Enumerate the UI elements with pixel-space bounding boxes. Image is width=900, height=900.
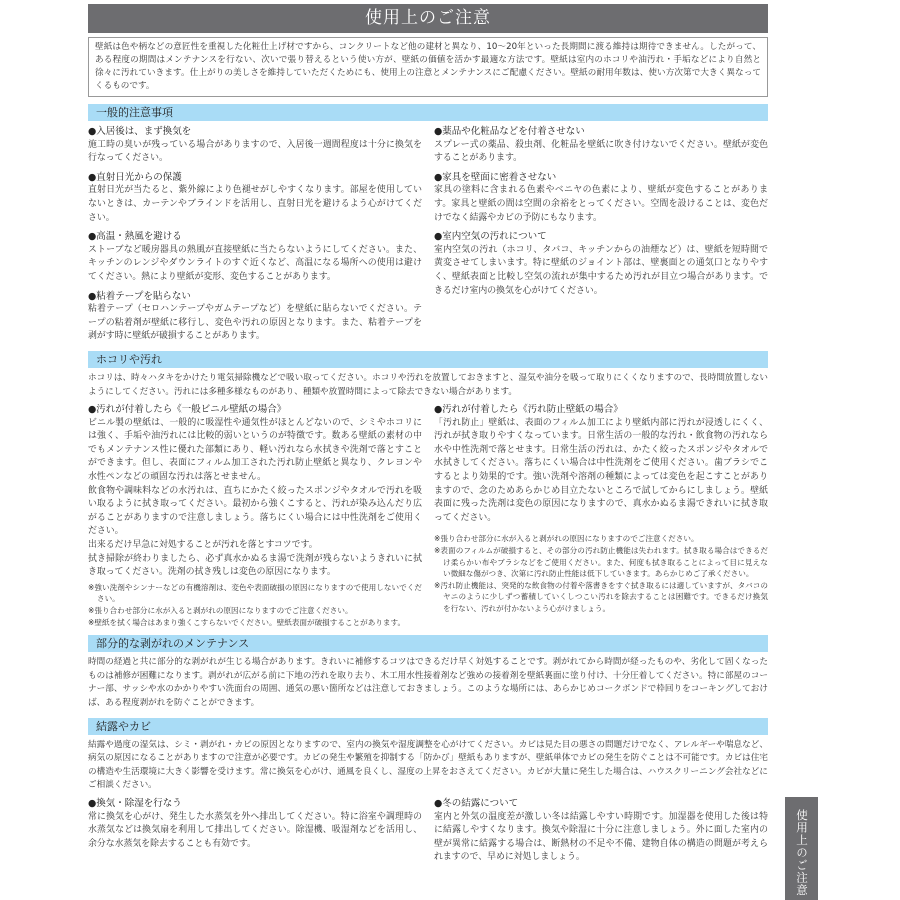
peeling-body: 時間の経過と共に部分的な剥がれが生じる場合があります。きれいに補修するコツはできるだけ早く対処することです。剥がれてから時間が経ったものや、劣化して固くなったものは補修が困難になります。剥がれが広がる前に下地の汚れを取り去り、木工用水性接着剤など強めの接着剤を壁紙裏面に塗り付け、十分圧着してください。特に部屋のコーナー部、サッシや水のかかりやすい洗面台の周囲、通気の悪い箇所などは注意しておきましょう。このような場所には、あらかじめコークボンドで枠回りをコーキングしておけば、ある程度剥がれを防ぐことができます。 <box>88 657 768 708</box>
stain-resistant-column <box>434 403 768 628</box>
notice-item <box>434 230 768 298</box>
section-heading-general: 一般的注意事項 <box>88 104 768 121</box>
notice-body: 粘着テープ（セロハンテープやガムテープなど）を壁紙に貼らないでください。テープの粘着剤が壁紙に移行し、変色や汚れの原因となります。また、粘着テープを剥がす時に壁紙が破損することがあります。 <box>88 304 422 342</box>
page-title: 使用上のご注意 <box>88 4 768 33</box>
general-left-column <box>88 125 422 344</box>
notice-body: ストーブなど暖房器具の熱風が直接壁紙に当たらないようにしてください。また、キッチンのレンジやダウンライトのすぐ近くなど、高温になる場所への使用は避けてください。熱により壁紙が変形、変色することがあります。 <box>88 244 422 282</box>
caution-note: ※表面のフィルムが破損すると、その部分の汚れ防止機能は失われます。拭き取る場合はできるだけ柔らかい布やブラシなどをご使用ください。また、何度も拭き取ることによって目に見えない微細な傷がつき、次第に汚れ防止性能は低下していきます。あらかじめご了承ください。 <box>434 546 768 579</box>
dust-columns <box>88 403 768 628</box>
notice-body: 室内空気の汚れ（ホコリ、タバコ、キッチンからの油煙など）は、壁紙を短時間で黄変させてしまいます。特に壁紙のジョイント部は、壁裏面との通気口となりやすく、壁紙表面と比較し空気の流れが集中するため汚れが目立つ場合があります。できるだけ室内の換気を心がけてください。 <box>434 244 768 296</box>
condensation-columns <box>88 797 768 865</box>
notice-title: ●高温・熱風を避ける <box>88 231 182 243</box>
notice-body: 出来るだけ早急に対処することが汚れを落とすコツです。 <box>88 540 318 551</box>
condensation-body: 結露や過度の湿気は、シミ・剥がれ・カビの原因となりますので、室内の換気や湿度調整を心がけてください。カビは見た目の悪さの問題だけでなく、アレルギーや喘息など、病気の原因になることがありますので注意が必要です。カビの発生や繁殖を抑制する「防かび」壁紙もありますが、壁紙単体でカビの発生を防ぐことは不可能です。カビは住宅の構造や生活環境に大きく影響を受けます。常に換気を心がけ、通風を良くし、湿度の上昇をおさえてください。カビが大量に発生した場合は、ハウスクリーニング会社などにご相談ください。 <box>88 739 768 791</box>
notice-body: 室内と外気の温度差が激しい冬は結露しやすい時期です。加湿器を使用した後は特に結露しやすくなります。換気や除湿に十分に注意しましょう。外に面した室内の壁が異常に結露する場合は、断熱材の不足や不備、建物自体の構造の問題が考えられますので、早めに対処しましょう。 <box>434 811 768 863</box>
notice-item <box>88 290 422 344</box>
notice-body: ビニル製の壁紙は、一般的に吸湿性や通気性がほとんどないので、シミやホコリには強く、手垢や油汚れには比較的弱いというのが特徴です。数ある壁紙の素材の中でもメンテナンス性に優れた部類にあり、軽い汚れなら水拭きや洗剤で落とすことができます。但し、表面にフィルム加工された汚れ防止壁紙と異なり、クレヨンや水性ペンなどの頑固な汚れは落とせません。 <box>88 417 422 483</box>
caution-note: ※壁紙を拭く場合はあまり強くこすらないでください。壁紙表面が破損することがあります。 <box>88 617 406 627</box>
vinyl-wallpaper-column <box>88 403 422 628</box>
notice-title: ●粘着テープを貼らない <box>88 290 191 302</box>
notice-item <box>88 171 422 225</box>
notice-body: 家具の塗料に含まれる色素やベニヤの色素により、壁紙が変色することがあります。家具と壁紙の間は空間の余裕をとってください。空間を設けることは、変色だけでなく結露やカビの予防にもなります。 <box>434 185 768 223</box>
notice-body: 「汚れ防止」壁紙は、表面のフィルム加工により壁紙内部に汚れが浸透しにくく、汚れが拭き取りやすくなっています。日常生活の一般的な汚れ・飲食物の汚れなら水や中性洗剤で落とせます。日常生活の汚れは、かたく絞ったスポンジやタオルで水拭きしてください。落ちにくい場合は中性洗剤をご使用ください。歯ブラシでこするとより効果的です。強い洗剤や溶剤の種類によっては変色を起こすことがありますので、念のためあらかじめ目立たないところで試してからにしましょう。壁紙表面に残った洗剤は変色の原因になりますので、真水かぬるま湯できれいに拭き取ってください。 <box>434 417 768 523</box>
general-right-column <box>434 125 768 344</box>
ventilation-column <box>88 797 422 865</box>
intro-text: 壁紙は色や柄などの意匠性を重視した化粧仕上げ材ですから、コンクリートなど他の建材と異なり、10〜20年といった長期間に渡る維持は期待できません。したがって、ある程度の期間はメンテナンスを行ない、次いで張り替えるという使い方が、壁紙の価値を活かす最適な方法です。壁紙は室内のホコリや油汚れ・手垢などにより自然と徐々に汚れていきます。仕上がりの美しさを維持していただくためにも、使用上の注意とメンテナンスにご配慮ください。壁紙の耐用年数は、使い方次第で大きく異なってくるものです。 <box>88 37 768 97</box>
notice-title: ●家具を壁面に密着させない <box>434 171 557 183</box>
section-heading-condensation: 結露やカビ <box>88 718 768 735</box>
notice-title: ●薬品や化粧品などを付着させない <box>434 126 585 137</box>
notice-title: ●室内空気の汚れについて <box>434 231 547 243</box>
notice-title: ●直射日光からの保護 <box>88 171 182 183</box>
winter-condensation-column <box>434 797 768 865</box>
caution-note: ※張り合わせ部分に水が入ると剥がれの原因になりますのでご注意ください。 <box>434 534 699 544</box>
notice-body: 常に換気を心がけ、発生した水蒸気を外へ排出してください。特に浴室や調理時の水蒸気などは換気扇を利用して排出してください。除湿機、吸湿剤などを活用し、余分な水蒸気を除去することも有効です。 <box>88 811 422 849</box>
notice-body: スプレー式の薬品、殺虫剤、化粧品を壁紙に吹き付けないでください。壁紙が変色することがあります。 <box>434 139 768 164</box>
section-heading-peeling: 部分的な剥がれのメンテナンス <box>88 635 768 652</box>
notice-item <box>434 171 768 225</box>
notice-item <box>88 125 422 166</box>
caution-note: ※張り合わせ部分に水が入ると剥がれの原因になりますのでご注意ください。 <box>88 606 353 615</box>
side-index-tab: 使用上のご注意 <box>785 797 818 900</box>
general-columns <box>88 125 768 344</box>
document-body <box>88 4 768 865</box>
notice-title: ●入居後は、まず換気を <box>88 126 192 137</box>
notice-body: 施工時の臭いが残っている場合がありますので、入居後一週間程度は十分に換気を行なってください。 <box>88 139 422 164</box>
caution-note: ※汚れ防止機能は、突発的な飲食物の付着や落書きをすぐ拭き取るには適していますが、タバコのヤニのように少しずつ蓄積していくしつこい汚れを除去することは困難です。できるだけ換気を行ない、汚れが付かないよう心がけましょう。 <box>434 580 768 613</box>
notice-item <box>434 125 768 166</box>
notice-body: 飲食物や調味料などの水汚れは、直ちにかたく絞ったスポンジやタオルで汚れを吸い取るように拭き取ってください。最初から強くこすると、汚れが染み込んだり広がることがありますので注意しましょう。落ちにくい場合には中性洗剤をご使用ください。 <box>88 485 422 537</box>
notice-title: ●冬の結露について <box>434 797 519 809</box>
caution-note: ※強い洗剤やシンナーなどの有機溶剤は、変色や表面破損の原因になりますので使用しないでください。 <box>88 582 422 604</box>
notice-item <box>88 230 422 284</box>
section-heading-dust: ホコリや汚れ <box>88 351 768 368</box>
notice-title: ●汚れが付着したら《一般ビニル壁紙の場合》 <box>88 404 287 416</box>
notice-body: 直射日光が当たると、紫外線により色褪せがしやすくなります。部屋を使用していないときは、カーテンやブラインドを活用し、直射日光を避けるよう心がけてください。 <box>88 185 422 223</box>
notice-body: 拭き掃除が終わりましたら、必ず真水かぬるま湯で洗剤が残らないようきれいに拭き取ってください。洗剤の拭き残しは変色の原因になります。 <box>88 553 422 578</box>
notice-title: ●汚れが付着したら《汚れ防止壁紙の場合》 <box>434 404 623 416</box>
dust-intro: ホコリは、時々ハタキをかけたり電気掃除機などで吸い取ってください。ホコリや汚れを放置しておきますと、湿気や油分を吸って取りにくくなりますので、長時間放置しないようにしてください。汚れには多種多様なものがあり、種類や放置時間によって除去できない場合があります。 <box>88 372 768 397</box>
notice-title: ●換気・除湿を行なう <box>88 797 182 809</box>
